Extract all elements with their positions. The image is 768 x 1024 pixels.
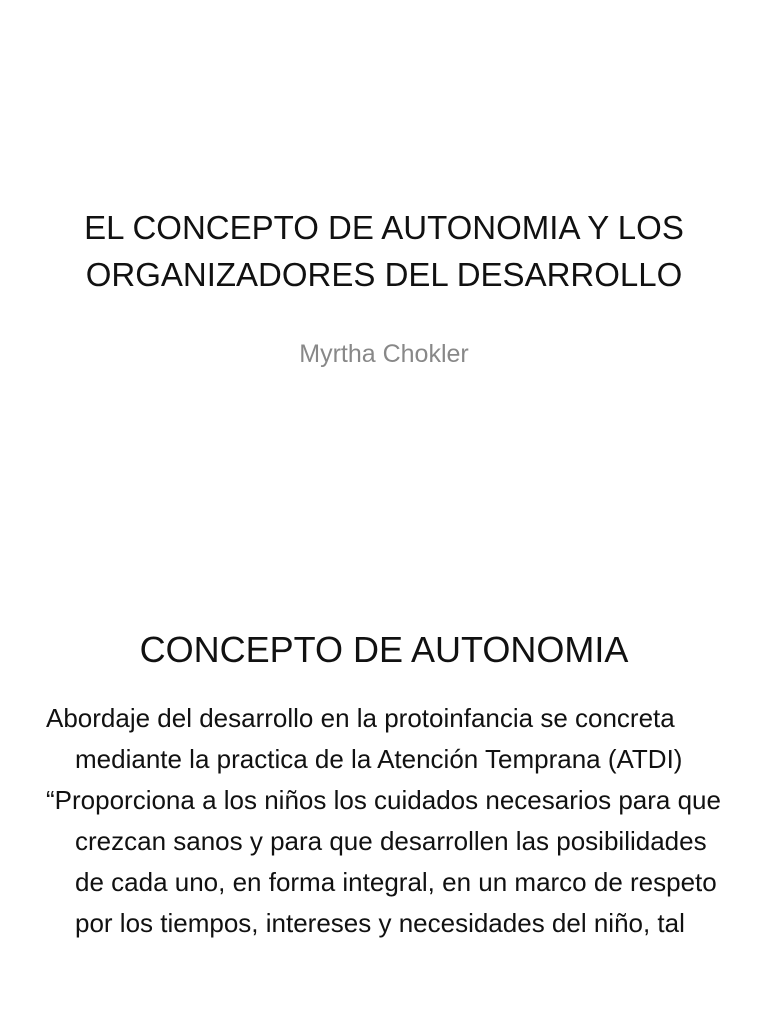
presentation-title: EL CONCEPTO DE AUTONOMIA Y LOS ORGANIZADORES DEL DESARROLLO xyxy=(84,209,684,293)
paragraph-proporciona: “Proporciona a los niños los cuidados necesarios para que crezcan sanos y para que desarrollen las posibilidades de cada uno, en forma integral, en un marco de respeto por los tiempos, intereses y necesidades del niño, tal xyxy=(46,785,721,938)
paragraph-abordaje: Abordaje del desarrollo en la protoinfancia se concreta mediante la practica de la Atención Temprana (ATDI) xyxy=(46,703,683,774)
slide-concepto-autonomia xyxy=(0,576,768,1024)
author-subtitle: Myrtha Chokler xyxy=(299,340,469,368)
slide-heading: CONCEPTO DE AUTONOMIA xyxy=(139,629,629,670)
slide-body xyxy=(46,698,736,944)
